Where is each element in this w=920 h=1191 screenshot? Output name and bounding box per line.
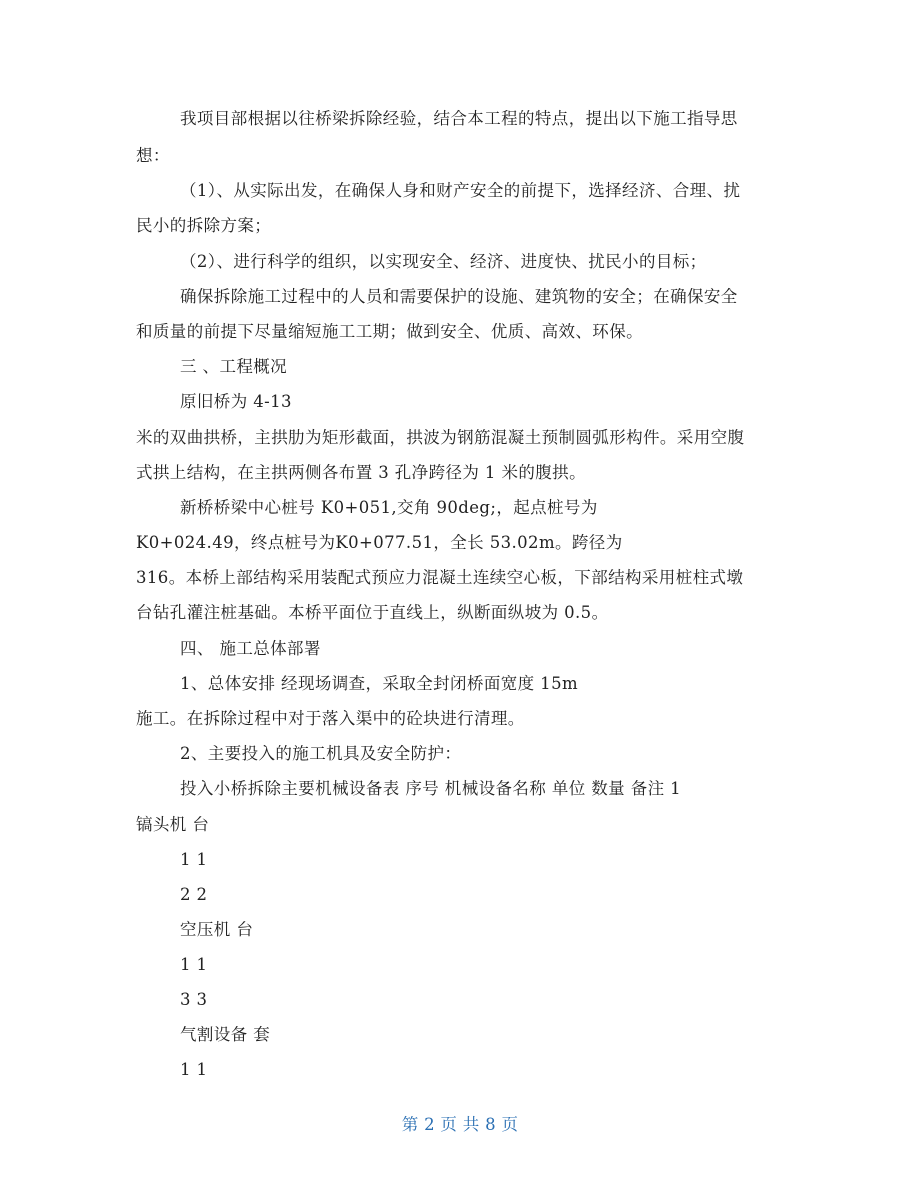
paragraph-line: 施工。在拆除过程中对于落入渠中的砼块进行清理。 <box>136 709 525 728</box>
paragraph-line: 1、总体安排 经现场调查，采取全封闭桥面宽度 15m <box>180 674 579 693</box>
paragraph-line: 式拱上结构，在主拱两侧各布置 3 孔净跨径为 1 米的腹拱。 <box>136 463 586 482</box>
paragraph-line: 新桥桥梁中心桩号 K0+051,交角 90deg;，起点桩号为 <box>180 498 598 517</box>
table-text-line: 3 3 <box>180 990 208 1009</box>
paragraph-line: 2、主要投入的施工机具及安全防护： <box>180 744 462 763</box>
paragraph-line: 和质量的前提下尽量缩短施工工期；做到安全、优质、高效、环保。 <box>136 322 643 341</box>
table-text-line: 1 1 <box>180 850 208 869</box>
paragraph-line: 台钻孔灌注桩基础。本桥平面位于直线上，纵断面纵坡为 0.5。 <box>136 603 609 622</box>
paragraph-line: 316。本桥上部结构采用装配式预应力混凝土连续空心板，下部结构采用桩柱式墩 <box>136 568 744 587</box>
paragraph-line: 确保拆除施工过程中的人员和需要保护的设施、建筑物的安全；在确保安全 <box>180 287 738 306</box>
table-text-line: 空压机 台 <box>180 920 254 939</box>
section-heading: 三 、工程概况 <box>180 357 288 376</box>
table-text-line: 1 1 <box>180 1060 208 1079</box>
table-text-line: 2 2 <box>180 885 208 904</box>
paragraph-line: 原旧桥为 4-13 <box>180 392 292 411</box>
paragraph-line: 民小的拆除方案； <box>136 216 272 235</box>
paragraph-line: 投入小桥拆除主要机械设备表 序号 机械设备名称 单位 数量 备注 1 <box>180 779 682 798</box>
table-text-line: 镐头机 台 <box>136 815 210 834</box>
section-heading: 四、 施工总体部署 <box>180 639 321 658</box>
paragraph-line: K0+024.49，终点桩号为K0+077.51，全长 53.02m。跨径为 <box>136 533 623 552</box>
page-number-footer: 第 2 页 共 8 页 <box>401 1115 519 1134</box>
paragraph-line: （1）、从实际出发，在确保人身和财产安全的前提下，选择经济、合理、扰 <box>180 181 741 200</box>
paragraph-line: 我项目部根据以往桥梁拆除经验，结合本工程的特点，提出以下施工指导思 <box>180 109 738 128</box>
paragraph-line: （2）、进行科学的组织，以实现安全、经济、进度快、扰民小的目标； <box>180 252 707 271</box>
paragraph-line: 想： <box>136 146 170 165</box>
paragraph-line: 米的双曲拱桥，主拱肋为矩形截面，拱波为钢筋混凝土预制圆弧形构件。采用空腹 <box>136 428 745 447</box>
table-text-line: 1 1 <box>180 955 208 974</box>
table-text-line: 气割设备 套 <box>180 1025 271 1044</box>
